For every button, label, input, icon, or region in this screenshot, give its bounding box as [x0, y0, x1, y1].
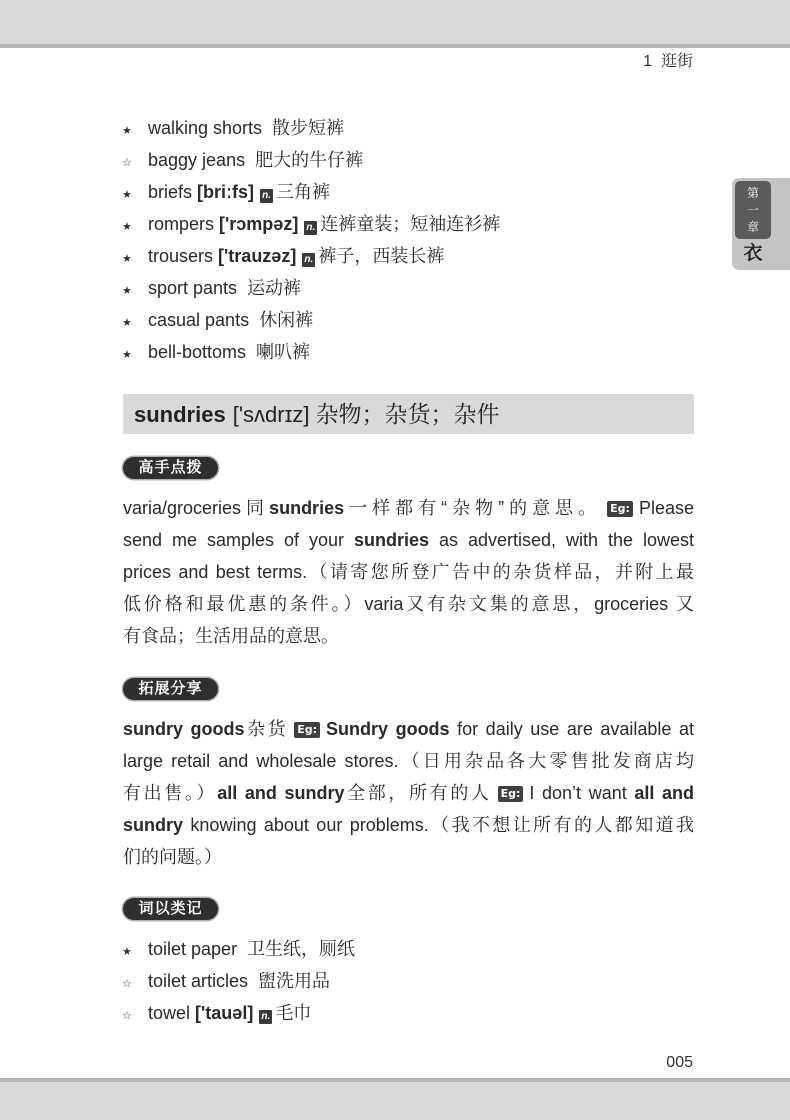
filled-star-icon: ★: [122, 284, 132, 297]
paragraph-line: [123, 588, 694, 620]
word: bell-bottoms: [148, 342, 247, 362]
entry-heading: [123, 394, 694, 434]
paragraph-line: [123, 809, 694, 841]
paragraph-line: [123, 841, 694, 873]
keyword: all and sundry: [217, 783, 345, 803]
part-of-speech-badge: n.: [302, 253, 315, 267]
meaning: 盥洗用品: [258, 971, 331, 991]
paragraph-line: [123, 524, 694, 556]
section-label-tips: 高手点拨: [123, 457, 218, 479]
list-item: [122, 112, 694, 144]
text-run: as advertised, with the lowest: [429, 530, 694, 550]
keyword: sundries: [353, 530, 429, 550]
section-label-extension: 拓展分享: [123, 678, 218, 700]
phonetic: [briːfs]: [197, 182, 255, 202]
phonetic: ['trauzəz]: [218, 246, 297, 266]
example-badge: Eg:: [294, 722, 320, 738]
list-item: [122, 336, 694, 368]
extension-paragraph: [123, 713, 694, 873]
part-of-speech-badge: n.: [259, 1010, 272, 1024]
word: toilet articles: [148, 971, 249, 991]
text-run: send me samples of your: [123, 530, 354, 550]
filled-star-icon: ★: [122, 220, 132, 233]
outline-star-icon: ☆: [122, 977, 132, 990]
chapter-label-char: 第: [746, 185, 759, 200]
paragraph-line: [123, 713, 694, 745]
list-item: [122, 997, 694, 1029]
clothing-word-list: [122, 112, 694, 368]
word: casual pants: [148, 310, 250, 330]
chapter-label-char: 一: [746, 202, 759, 217]
text-run: 有出售。）: [123, 783, 218, 803]
headword: sundries: [134, 402, 226, 427]
keyword: sundry: [123, 815, 184, 835]
chapter-title: 逛街: [660, 53, 693, 70]
meaning: 散步短裤: [272, 118, 345, 138]
text-run: prices and best terms.（请寄您所登广告中的杂货样品，并附上最: [123, 562, 694, 582]
word: rompers: [148, 214, 215, 234]
outline-star-icon: ☆: [122, 156, 132, 169]
list-item: [122, 144, 694, 176]
paragraph-line: [123, 620, 694, 652]
meaning: 运动裤: [247, 278, 302, 298]
text-run: 全部，所有的人: [344, 783, 492, 803]
chapter-side-tab: [732, 178, 790, 270]
meaning: 卫生纸，厕纸: [247, 939, 356, 959]
word: walking shorts: [148, 118, 263, 138]
word: sport pants: [148, 278, 238, 298]
text-run: for daily use are available at: [449, 719, 695, 739]
top-margin-band: [0, 0, 790, 48]
word: towel: [148, 1003, 191, 1023]
keyword: Sundry goods: [326, 719, 450, 739]
list-item: [122, 208, 694, 240]
list-item: [122, 933, 694, 965]
word: toilet paper: [148, 939, 238, 959]
phonetic: ['rɔmpəz]: [219, 214, 299, 234]
bottom-margin-band: [0, 1078, 790, 1120]
filled-star-icon: ★: [122, 124, 132, 137]
example-badge: Eg:: [607, 501, 633, 517]
text-run: varia/groceries同: [123, 498, 270, 518]
text-run: 杂货: [244, 719, 289, 739]
text-run: 们的问题。）: [123, 847, 222, 867]
phonetic: ['tauəl]: [195, 1003, 254, 1023]
part-of-speech-badge: n.: [260, 189, 273, 203]
paragraph-line: [123, 777, 694, 809]
text-run: 一样都有“杂物”的意思。: [344, 498, 602, 518]
meaning: 喇叭裤: [256, 342, 311, 362]
outline-star-icon: ☆: [122, 1009, 132, 1022]
keyword: sundries: [269, 498, 345, 518]
paragraph-line: [123, 745, 694, 777]
chapter-number: 1: [643, 53, 652, 70]
example-badge: Eg:: [498, 786, 524, 802]
text-run: large retail and wholesale stores.（日用杂品各大零售批发商店均: [123, 751, 694, 771]
list-item: [122, 304, 694, 336]
paragraph-line: [123, 556, 694, 588]
meaning: 毛巾: [275, 1003, 312, 1023]
meaning: 三角裤: [276, 182, 331, 202]
filled-star-icon: ★: [122, 348, 132, 361]
word: baggy jeans: [148, 150, 246, 170]
meaning: 连裤童装；短袖连衫裤: [320, 214, 501, 234]
tips-paragraph: [123, 492, 694, 652]
page-number: 005: [666, 1054, 693, 1071]
text-run: knowing about our problems.（我不想让所有的人都知道我: [183, 815, 694, 835]
word: trousers: [148, 246, 214, 266]
filled-star-icon: ★: [122, 945, 132, 958]
text-run: 有食品；生活用品的意思。: [123, 626, 339, 646]
headword-meaning: 杂物；杂货；杂件: [315, 401, 500, 427]
related-word-list: [122, 933, 694, 1029]
text-run: 低价格和最优惠的条件。）varia又有杂文集的意思，groceries 又: [123, 594, 694, 614]
part-of-speech-badge: n.: [304, 221, 317, 235]
filled-star-icon: ★: [122, 252, 132, 265]
running-header: [643, 52, 693, 72]
text-run: I don’t want: [529, 783, 635, 803]
section-label-related-words: 词以类记: [123, 898, 218, 920]
keyword: all and: [634, 783, 695, 803]
list-item: [122, 965, 694, 997]
meaning: 肥大的牛仔裤: [255, 150, 364, 170]
headword-phonetic: ['sʌdrɪz]: [232, 402, 310, 427]
keyword: sundry goods: [123, 719, 245, 739]
meaning: 裤子，西装长裤: [318, 246, 445, 266]
text-run: Please: [638, 498, 694, 518]
word: briefs: [148, 182, 193, 202]
chapter-label-char: 章: [746, 219, 759, 234]
filled-star-icon: ★: [122, 316, 132, 329]
list-item: [122, 240, 694, 272]
list-item: [122, 272, 694, 304]
chapter-label: [735, 181, 771, 239]
meaning: 休闲裤: [259, 310, 314, 330]
list-item: [122, 176, 694, 208]
paragraph-line: [123, 492, 694, 524]
chapter-topic: 衣: [743, 243, 763, 264]
filled-star-icon: ★: [122, 188, 132, 201]
